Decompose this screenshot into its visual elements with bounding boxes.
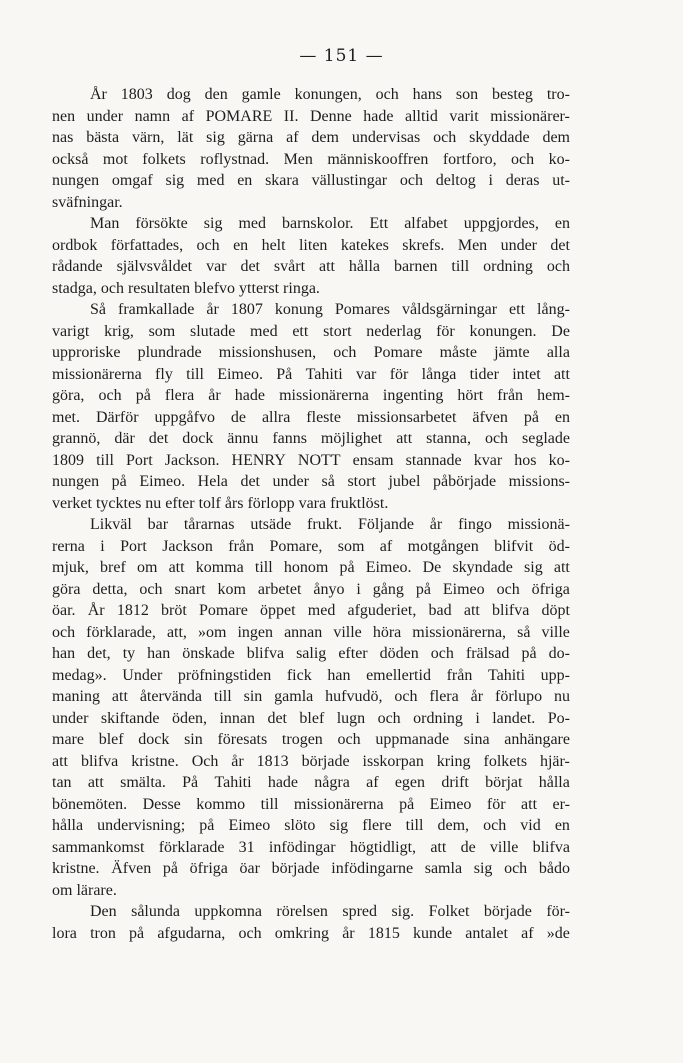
text-line: under skiftande öden, innan det blef lugn och ordning i landet. Po- bbox=[52, 709, 570, 727]
text-line: verket tycktes nu efter tolf års förlopp vara fruktlöst. bbox=[52, 494, 389, 512]
text-line: ordbok författades, och en helt liten katekes skrefs. Men under det bbox=[52, 236, 570, 254]
text-line: Så framkallade år 1807 konung Pomares våldsgärningar ett lång- bbox=[90, 301, 570, 318]
text-line: nen under namn af POMARE II. Denne hade alltid varit missionärer- bbox=[52, 107, 570, 125]
text-line: stadga, och resultaten blefvo ytterst ringa. bbox=[52, 279, 320, 297]
text-line: nas bästa värn, lät sig gärna af dem undervisas och skyddade dem bbox=[52, 129, 570, 146]
text-line: varigt krig, som slutade med ett stort nederlag för konungen. De bbox=[52, 322, 570, 340]
text-line: och förklarade, att, »om ingen annan ville höra missionärerna, så ville bbox=[52, 623, 570, 641]
text-line: År 1803 dog den gamle konungen, och hans son besteg tro- bbox=[90, 86, 570, 103]
text-line: mare blef dock sin föresats trogen och uppmanade sina anhängare bbox=[52, 731, 570, 748]
text-line: grannö, där det dock ännu fanns möjlighet att stanna, och seglade bbox=[52, 430, 570, 447]
body-text bbox=[52, 84, 570, 944]
text-line: 1809 till Port Jackson. HENRY NOTT ensam stannade kvar hos ko- bbox=[52, 451, 570, 469]
text-line: sväfningar. bbox=[52, 193, 123, 211]
text-line: göra, och på flera år hade missionärerna ingenting hört från hem- bbox=[52, 387, 570, 404]
text-line: met. Därför uppgåfvo de allra fleste missionsarbetet äfven på en bbox=[52, 408, 570, 426]
text-line: rerna i Port Jackson från Pomare, som af motgången blifvit öd- bbox=[52, 537, 570, 555]
text-line: mjuk, bref om att komma till honom på Eimeo. De skyndade sig att bbox=[52, 559, 570, 576]
text-line: bönemöten. Desse kommo till missionärerna på Eimeo för att er- bbox=[52, 795, 570, 813]
text-line: att blifva kristne. Och år 1813 började isskorpan kring folkets hjär- bbox=[52, 752, 570, 770]
text-line: han det, ty han önskade blifva salig efter döden och frälsad på do- bbox=[52, 645, 570, 662]
text-line: sammankomst förklarade 31 infödingar högtidligt, att de ville blifva bbox=[52, 838, 570, 856]
text-line: nungen på Eimeo. Hela det under så stort jubel påbörjade missions- bbox=[52, 473, 570, 490]
text-line: kristne. Äfven på öfriga öar började infödingarne samla sig och bådo bbox=[52, 860, 570, 877]
text-line: Man försökte sig med barnskolor. Ett alfabet uppgjordes, en bbox=[90, 215, 570, 232]
text-line: missionärerna fly till Eimeo. På Tahiti var för långa tider intet att bbox=[52, 365, 570, 383]
text-line: upproriske plundrade missionshusen, och Pomare måste jämte alla bbox=[52, 344, 570, 361]
text-line: hålla undervisning; på Eimeo slöto sig flere till dem, och vid en bbox=[52, 817, 570, 834]
text-line: maning att återvända till sin gamla hufvudö, och flera år förlupo nu bbox=[52, 688, 570, 705]
text-line: rådande självsvåldet var det svårt att hålla barnen till ordning och bbox=[52, 258, 570, 275]
text-line: medag». Under pröfningstiden fick han emellertid från Tahiti upp- bbox=[52, 666, 570, 684]
text-line: tan att smälta. På Tahiti hade några af egen drift börjat hålla bbox=[52, 774, 570, 791]
text-line: nungen omgaf sig med en skara vällustingar och deltog i deras ut- bbox=[52, 172, 570, 189]
text-line: öar. År 1812 bröt Pomare öppet med afguderiet, bad att blifva döpt bbox=[52, 602, 570, 619]
text-line: lora tron på afgudarna, och omkring år 1815 kunde antalet af »de bbox=[52, 924, 570, 942]
text-line: göra detta, och snart kom arbetet ånyo i gång på Eimeo och öfriga bbox=[52, 580, 570, 598]
text-line: Den sålunda uppkomna rörelsen spred sig. Folket började för- bbox=[90, 903, 570, 920]
text-line: också mot folkets roflystnad. Men människooffren fortforo, och ko- bbox=[52, 150, 570, 168]
text-line: Likväl bar tårarnas utsäde frukt. Följande år fingo missionä- bbox=[90, 516, 570, 533]
page-number: — 151 — bbox=[299, 46, 384, 66]
text-line: om lärare. bbox=[52, 881, 117, 899]
